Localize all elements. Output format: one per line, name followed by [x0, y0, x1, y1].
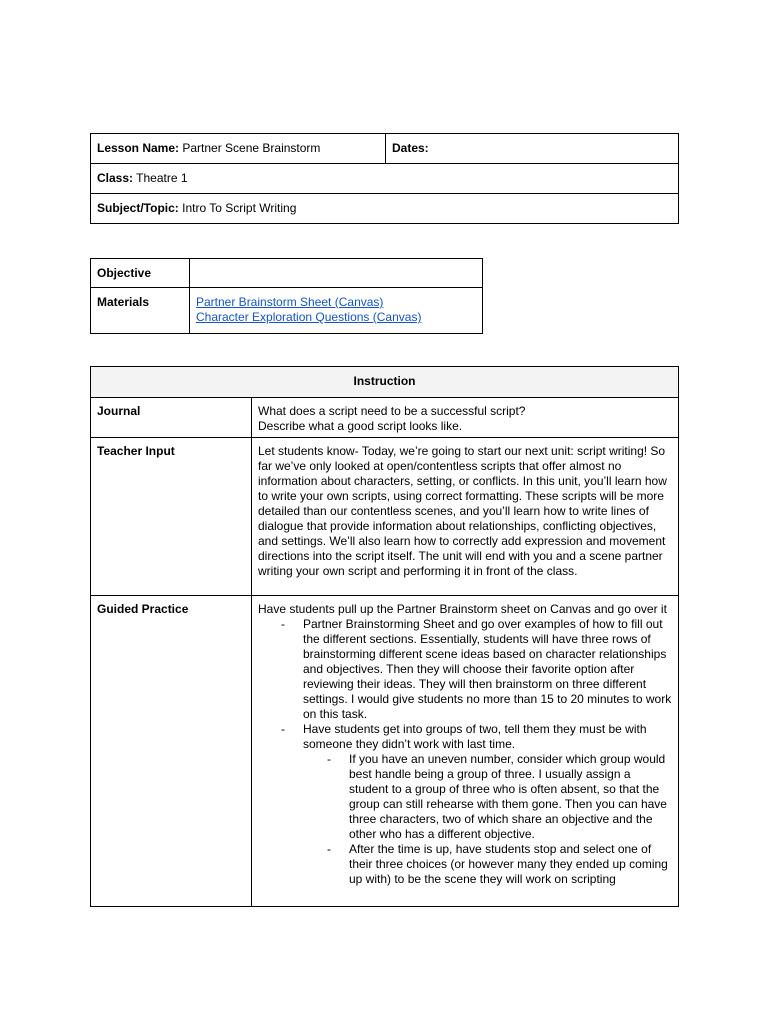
dates-label: Dates: [392, 141, 429, 155]
guided-list [258, 617, 672, 887]
journal-label: Journal [91, 398, 252, 438]
subject-cell [91, 194, 679, 224]
class-cell [91, 164, 679, 194]
lesson-name-label: Lesson Name: [97, 141, 180, 155]
lesson-name-value: Partner Scene Brainstorm [179, 141, 321, 155]
list-item-text: Partner Brainstorming Sheet and go over examples of how to fill out the different sections. Essentially, students will have three rows of brainstorming different scene ideas based on character relationships and objectives. Then they will choose their favorite option after reviewing their ideas. They will then brainstorm on three different settings. I would give students no more than 15 to 20 minutes to work on this task. [303, 617, 672, 721]
sub-list-item [258, 842, 672, 887]
guided-sublist [258, 752, 672, 887]
teacher-input-label: Teacher Input [91, 438, 252, 596]
list-item [258, 722, 672, 887]
objective-label: Objective [91, 259, 190, 288]
instruction-title: Instruction [91, 367, 679, 398]
materials-label: Materials [91, 288, 190, 334]
journal-line-2: Describe what a good script looks like. [258, 419, 463, 433]
materials-value [190, 288, 483, 334]
guided-practice-content [252, 596, 679, 907]
dash-bullet: - [327, 842, 331, 856]
dash-bullet: - [281, 617, 285, 631]
guided-intro: Have students pull up the Partner Brainstorm sheet on Canvas and go over it [258, 602, 667, 616]
journal-line-1: What does a script need to be a successful script? [258, 404, 526, 418]
partner-brainstorm-link[interactable]: Partner Brainstorm Sheet (Canvas) [196, 295, 384, 309]
list-item [258, 617, 672, 722]
class-label: Class: [97, 171, 134, 185]
lesson-name-cell [91, 134, 386, 164]
teacher-input-text: Let students know- Today, we’re going to start our next unit: script writing! So far we’ve only looked at open/contentless scripts that offer almost no information about characters, setting, or conflicts. In this unit, you’ll learn how to write your own scripts, using correct formatting. These scripts will be more detailed than our contentless scenes, and you’ll learn how to write lines of dialogue that provide information about relationships, conflicting objectives, and settings. We’ll also learn how to correctly add expression and movement directions into the script itself. The unit will end with you and a scene partner writing your own script and performing it in front of the class. [252, 438, 679, 596]
subject-label: Subject/Topic: [97, 201, 179, 215]
sub-list-item-text: After the time is up, have students stop and select one of their three choices (or however many they ended up coming up with) to be the scene they will work on scripting [349, 842, 668, 886]
character-exploration-link[interactable]: Character Exploration Questions (Canvas) [196, 310, 422, 324]
objective-table [90, 258, 483, 334]
objective-value [190, 259, 483, 288]
dates-cell [386, 134, 679, 164]
subject-value: Intro To Script Writing [178, 201, 297, 215]
list-item-text: Have students get into groups of two, tell them they must be with someone they didn’t work with last time. [303, 722, 647, 751]
guided-practice-label: Guided Practice [91, 596, 252, 907]
class-value: Theatre 1 [133, 171, 188, 185]
journal-content [252, 398, 679, 438]
sub-list-item-text: If you have an uneven number, consider which group would best handle being a group of three. I usually assign a student to a group of three who is often absent, so that the group can still rehearse with them gone. Then you can have three characters, two of which share an objective and the other who has a different objective. [349, 752, 667, 841]
dash-bullet: - [281, 722, 285, 736]
sub-list-item [258, 752, 672, 842]
instruction-table [90, 366, 679, 907]
dash-bullet: - [327, 752, 331, 766]
lesson-header-table [90, 133, 679, 224]
